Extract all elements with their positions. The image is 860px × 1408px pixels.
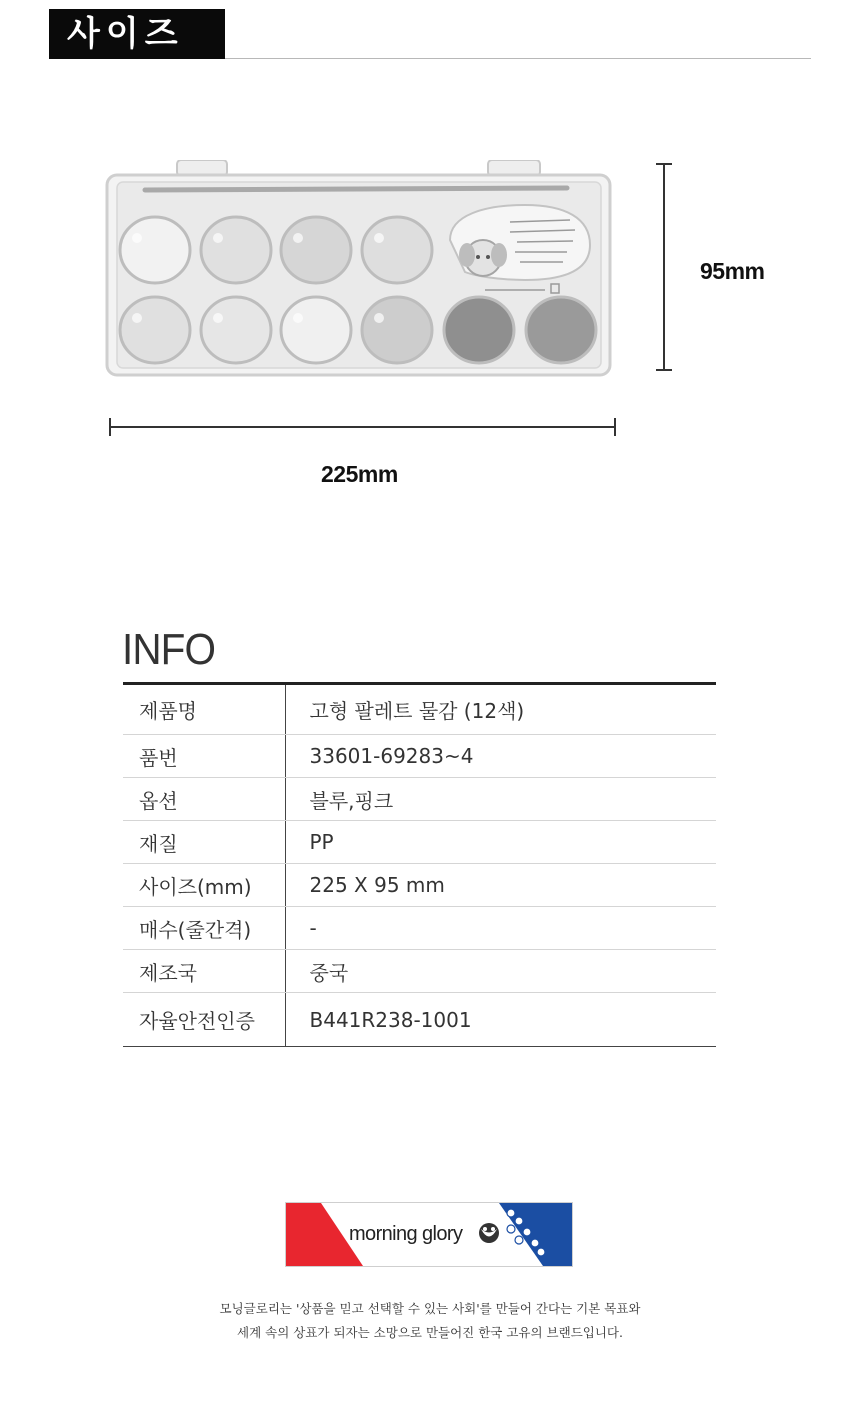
info-value: 고형 팔레트 물감 (12색) bbox=[285, 684, 716, 735]
width-dimension-label: 225mm bbox=[321, 461, 398, 487]
info-value: 225 X 95 mm bbox=[285, 864, 716, 907]
info-value: B441R238-1001 bbox=[309, 1007, 472, 1032]
width-dimension-line bbox=[109, 418, 616, 436]
info-label: 매수(줄간격) bbox=[123, 907, 285, 950]
height-dimension-label: 95mm bbox=[700, 258, 765, 284]
table-row bbox=[123, 684, 716, 735]
section-title: 사이즈 bbox=[49, 9, 225, 59]
info-label: 제품명 bbox=[123, 684, 285, 735]
info-label: 제조국 bbox=[123, 950, 285, 993]
height-dimension-line bbox=[656, 163, 672, 371]
section-divider bbox=[225, 58, 811, 59]
table-row bbox=[123, 907, 716, 950]
info-value: - bbox=[285, 907, 716, 950]
table-row bbox=[123, 864, 716, 907]
table-row bbox=[123, 950, 716, 993]
info-label: 자율안전인증 bbox=[123, 993, 285, 1047]
table-row bbox=[123, 821, 716, 864]
info-title: INFO bbox=[122, 625, 216, 674]
info-label: 재질 bbox=[123, 821, 285, 864]
morning-glory-logo bbox=[285, 1202, 573, 1267]
info-value: 블루,핑크 bbox=[285, 778, 716, 821]
info-value: 중국 bbox=[285, 950, 716, 993]
table-row bbox=[123, 993, 716, 1047]
info-label: 사이즈(mm) bbox=[123, 864, 285, 907]
info-value: 33601-69283~4 bbox=[285, 735, 716, 778]
table-row bbox=[123, 735, 716, 778]
logo-text: morning glory bbox=[349, 1223, 463, 1245]
info-table bbox=[123, 682, 716, 1047]
brand-tagline-line-1: 모닝글로리는 '상품을 믿고 선택할 수 있는 사회'를 만들어 간다는 기본 목표와 bbox=[219, 1301, 641, 1316]
info-label: 옵션 bbox=[123, 778, 285, 821]
palette-product-image bbox=[105, 160, 613, 378]
brand-tagline-line-2: 세계 속의 상표가 되자는 소망으로 만들어진 한국 고유의 브랜드입니다. bbox=[237, 1325, 623, 1340]
info-label: 품번 bbox=[123, 735, 285, 778]
info-value: PP bbox=[285, 821, 716, 864]
table-row bbox=[123, 778, 716, 821]
flower-icon bbox=[479, 1223, 499, 1243]
